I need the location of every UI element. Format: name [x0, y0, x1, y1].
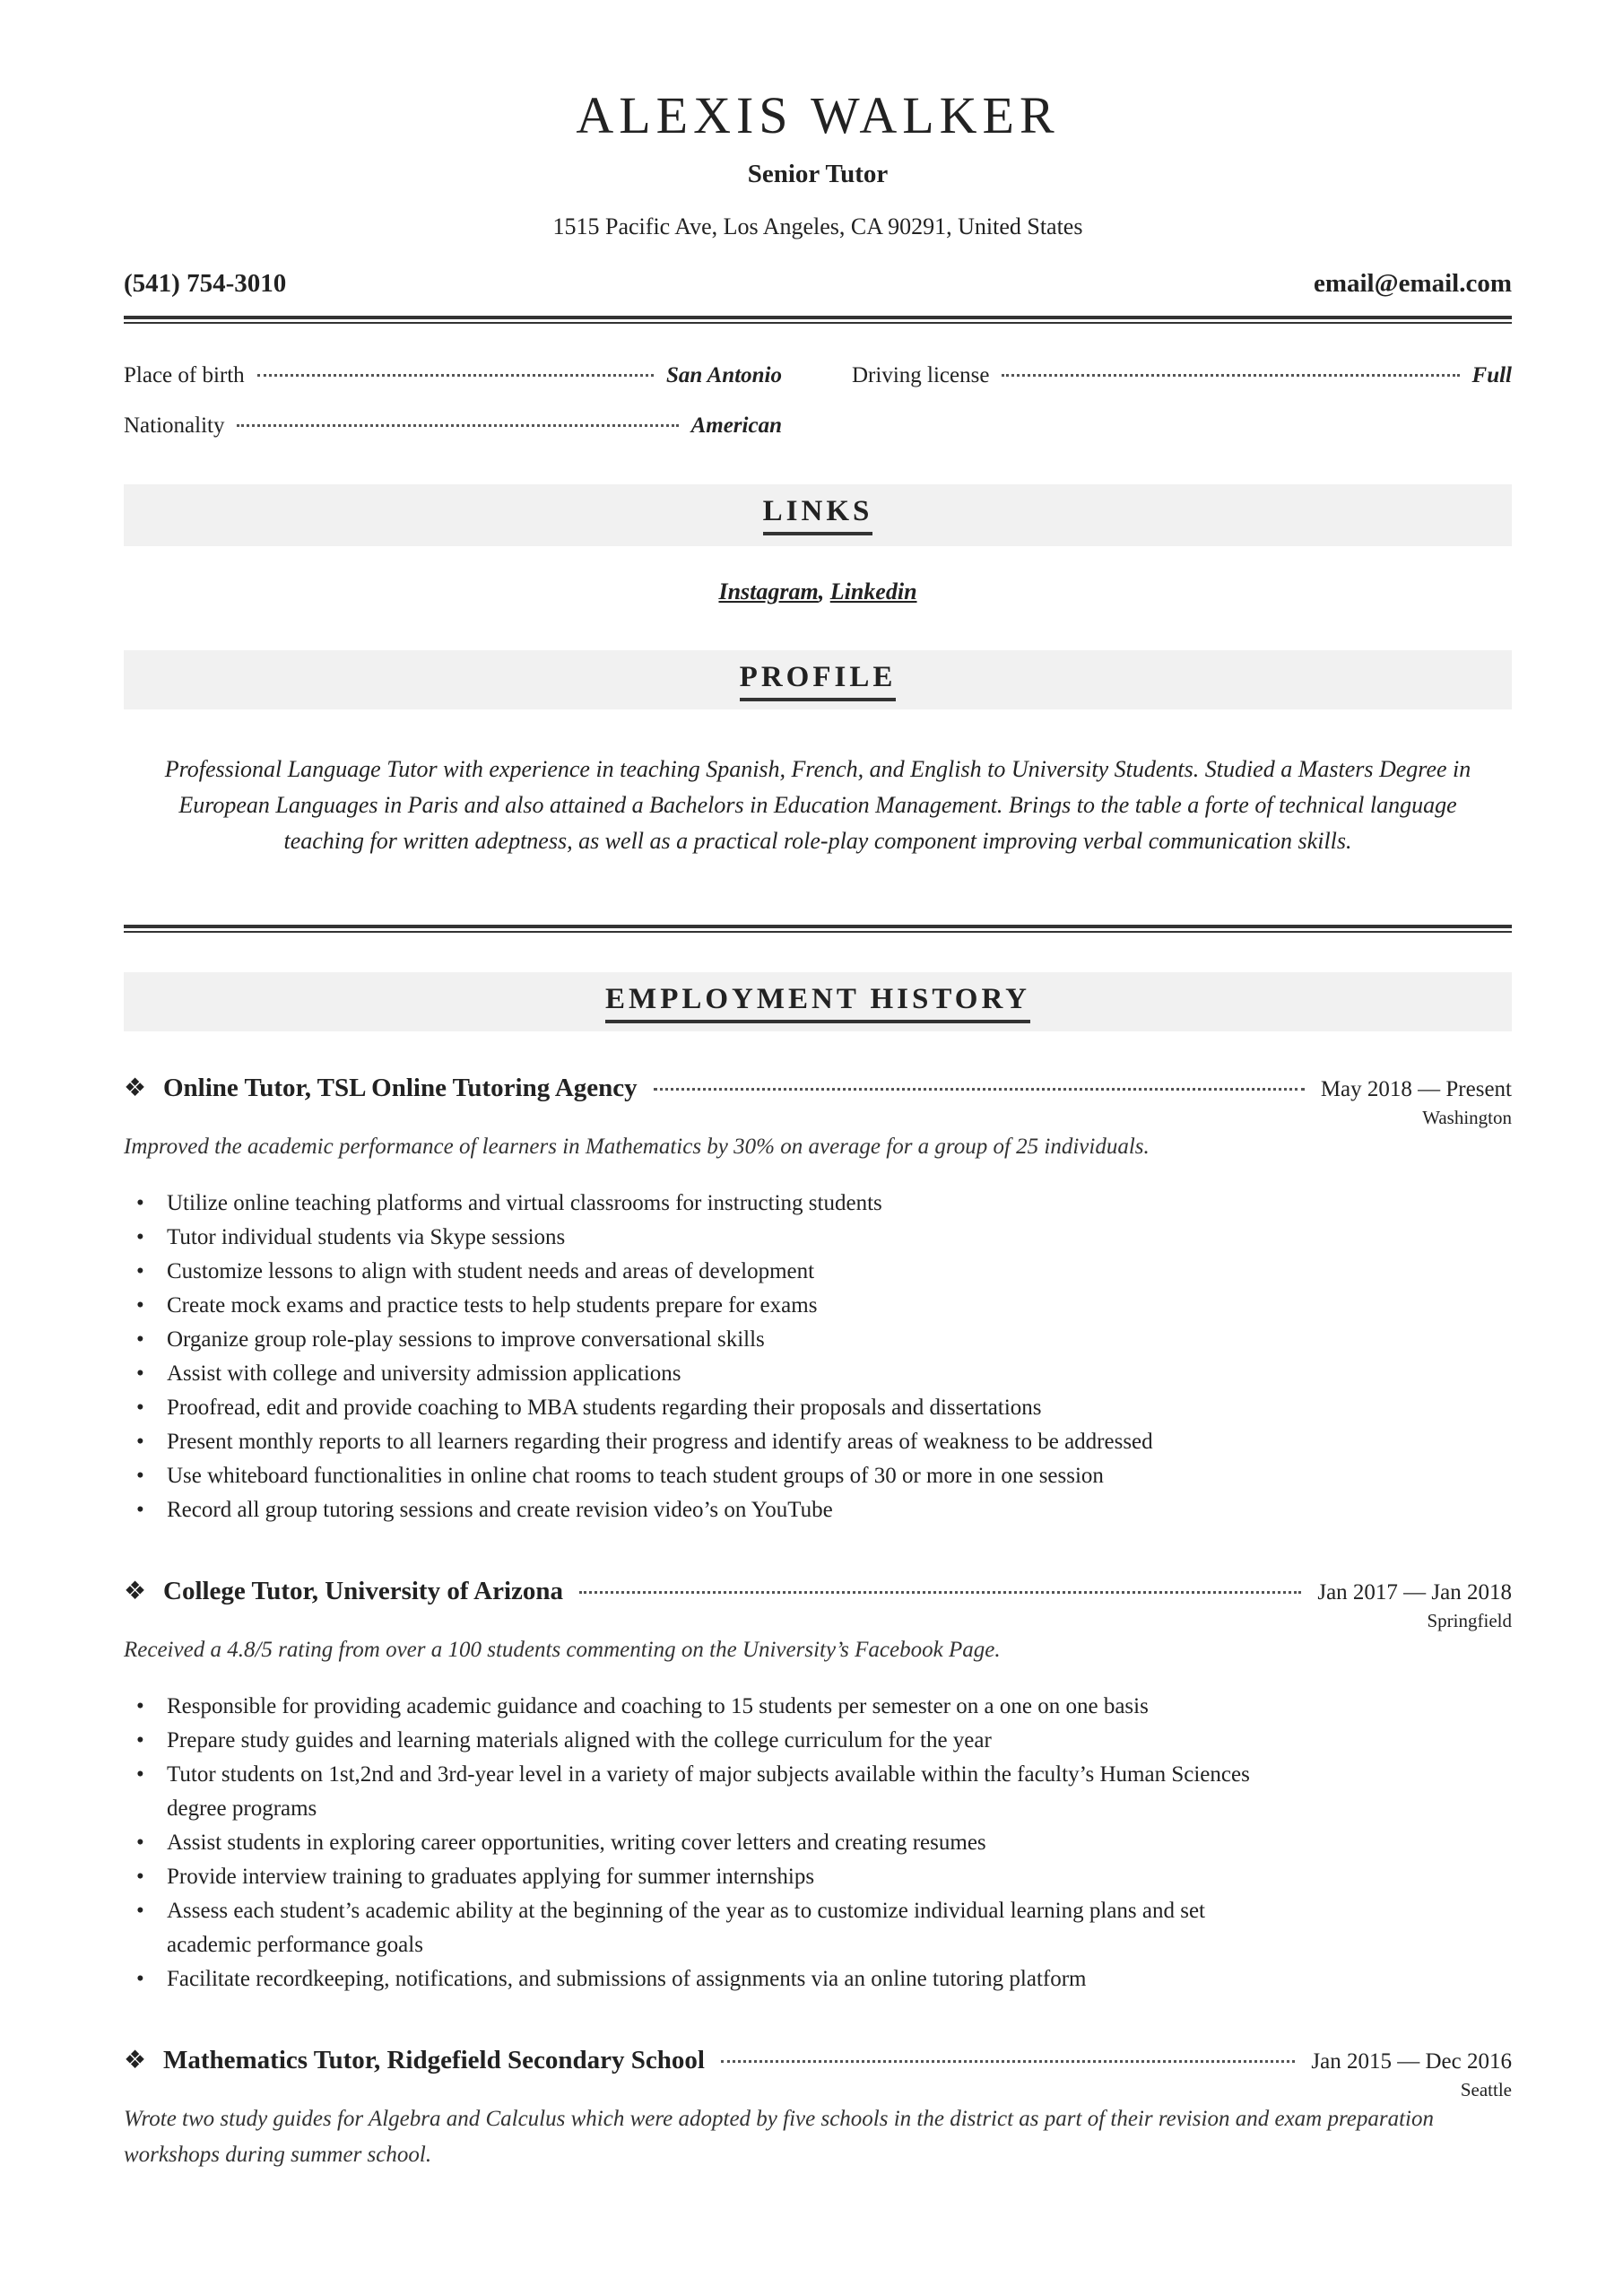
- job-title: Senior Tutor: [747, 160, 889, 188]
- diamond-bullet-icon: ❖: [124, 1578, 147, 1605]
- list-item: • Utilize online teaching platforms and virtual classrooms for instructing students: [124, 1187, 1289, 1221]
- list-item: • Use whiteboard functionalities in online chat rooms to teach student groups of 30 or more in one session: [124, 1459, 1289, 1493]
- job-dates: May 2018 — Present: [1320, 1077, 1512, 1101]
- job-bullets: [124, 1187, 1512, 1527]
- job-location: Seattle: [1460, 2079, 1512, 2100]
- job-title: Online Tutor, TSL Online Tutoring Agency: [163, 1074, 638, 1102]
- divider: [124, 925, 1512, 933]
- section-header-links: [124, 484, 1512, 546]
- leader-dots: [257, 374, 654, 377]
- job-title: Mathematics Tutor, Ridgefield Secondary School: [163, 2046, 705, 2074]
- leader-dots: [579, 1591, 1301, 1594]
- detail-place-of-birth: [124, 363, 782, 388]
- list-item: • Proofread, edit and provide coaching to MBA students regarding their proposals and dissertations: [124, 1391, 1289, 1425]
- contact-row: [124, 269, 1512, 299]
- list-item: • Assist with college and university admission applications: [124, 1357, 1289, 1391]
- job-summary: Improved the academic performance of learners in Mathematics by 30% on average for a group of 25 individuals.: [124, 1135, 1150, 1159]
- value: American: [690, 413, 782, 438]
- email: email@email.com: [1313, 269, 1512, 298]
- list-item: • Customize lessons to align with student needs and areas of development: [124, 1255, 1289, 1289]
- list-item: • Provide interview training to graduates applying for summer internships: [124, 1860, 1289, 1894]
- value: Full: [1471, 363, 1512, 387]
- job-entry: [124, 1576, 1512, 1996]
- diamond-bullet-icon: ❖: [124, 2047, 147, 2074]
- leader-dots: [237, 424, 678, 427]
- leader-dots: [721, 2060, 1296, 2063]
- job-summary: Wrote two study guides for Algebra and Calculus which were adopted by five schools in the district as part of their revision and exam preparation workshops during summer school.: [124, 2107, 1434, 2167]
- job-location: Springfield: [1427, 1610, 1512, 1631]
- list-item: • Assess each student’s academic ability at the beginning of the year as to customize individual learning plans and set academic performance goals: [124, 1894, 1289, 1962]
- list-item: • Tutor individual students via Skype sessions: [124, 1221, 1289, 1255]
- section-title: EMPLOYMENT HISTORY: [605, 983, 1030, 1023]
- list-item: • Assist students in exploring career opportunities, writing cover letters and creating resumes: [124, 1826, 1289, 1860]
- list-item: • Tutor students on 1st,2nd and 3rd-year level in a variety of major subjects available within the faculty’s Human Sciences degree programs: [124, 1758, 1289, 1826]
- job-summary: Received a 4.8/5 rating from over a 100 students commenting on the University’s Facebook Page.: [124, 1638, 1001, 1662]
- list-item: • Prepare study guides and learning materials aligned with the college curriculum for the year: [124, 1724, 1289, 1758]
- label: Nationality: [124, 413, 225, 438]
- diamond-bullet-icon: ❖: [124, 1074, 147, 1102]
- job-title: College Tutor, University of Arizona: [163, 1577, 564, 1605]
- address: 1515 Pacific Ave, Los Angeles, CA 90291, United States: [552, 213, 1083, 239]
- instagram-link[interactable]: Instagram: [718, 578, 819, 604]
- list-item: • Responsible for providing academic guidance and coaching to 15 students per semester on a one on one basis: [124, 1690, 1289, 1724]
- leader-dots: [654, 1088, 1305, 1091]
- phone: (541) 754-3010: [124, 269, 287, 298]
- linkedin-link[interactable]: Linkedin: [829, 578, 917, 604]
- profile-text: Professional Language Tutor with experience in teaching Spanish, French, and English to University Students. Studied a Masters Degree in European Languages in Paris and also attained a Bachelors in Education Management. Brings to the table a forte of technical language teaching for written adeptness, as well as a practical role-play component improving verbal communication skills.: [164, 756, 1471, 854]
- section-title: PROFILE: [740, 661, 897, 701]
- list-item: • Organize group role-play sessions to improve conversational skills: [124, 1323, 1289, 1357]
- job-bullets: [124, 1690, 1512, 1996]
- job-dates: Jan 2015 — Dec 2016: [1311, 2049, 1512, 2074]
- label: Driving license: [852, 363, 990, 387]
- section-header-employment: [124, 972, 1512, 1031]
- candidate-name: ALEXIS WALKER: [576, 86, 1060, 144]
- job-header: [124, 1576, 1512, 1606]
- job-entry: [124, 1073, 1512, 1527]
- detail-driving-license: [852, 363, 1512, 388]
- detail-nationality: [124, 413, 782, 439]
- separator: ,: [818, 578, 825, 604]
- list-item: • Present monthly reports to all learners regarding their progress and identify areas of weakness to be addressed: [124, 1425, 1289, 1459]
- divider: [124, 316, 1512, 324]
- job-dates: Jan 2017 — Jan 2018: [1317, 1580, 1512, 1605]
- list-item: • Facilitate recordkeeping, notifications, and submissions of assignments via an online tutoring platform: [124, 1962, 1289, 1996]
- list-item: • Create mock exams and practice tests to help students prepare for exams: [124, 1289, 1289, 1323]
- section-header-profile: [124, 650, 1512, 709]
- job-header: [124, 2045, 1512, 2075]
- leader-dots: [1002, 374, 1459, 377]
- job-entry: [124, 2045, 1512, 2173]
- value: San Antonio: [665, 363, 782, 387]
- section-title: LINKS: [763, 495, 873, 535]
- job-header: [124, 1073, 1512, 1103]
- job-location: Washington: [1422, 1107, 1512, 1128]
- links: [124, 578, 1512, 605]
- label: Place of birth: [124, 363, 245, 387]
- list-item: • Record all group tutoring sessions and create revision video’s on YouTube: [124, 1493, 1289, 1527]
